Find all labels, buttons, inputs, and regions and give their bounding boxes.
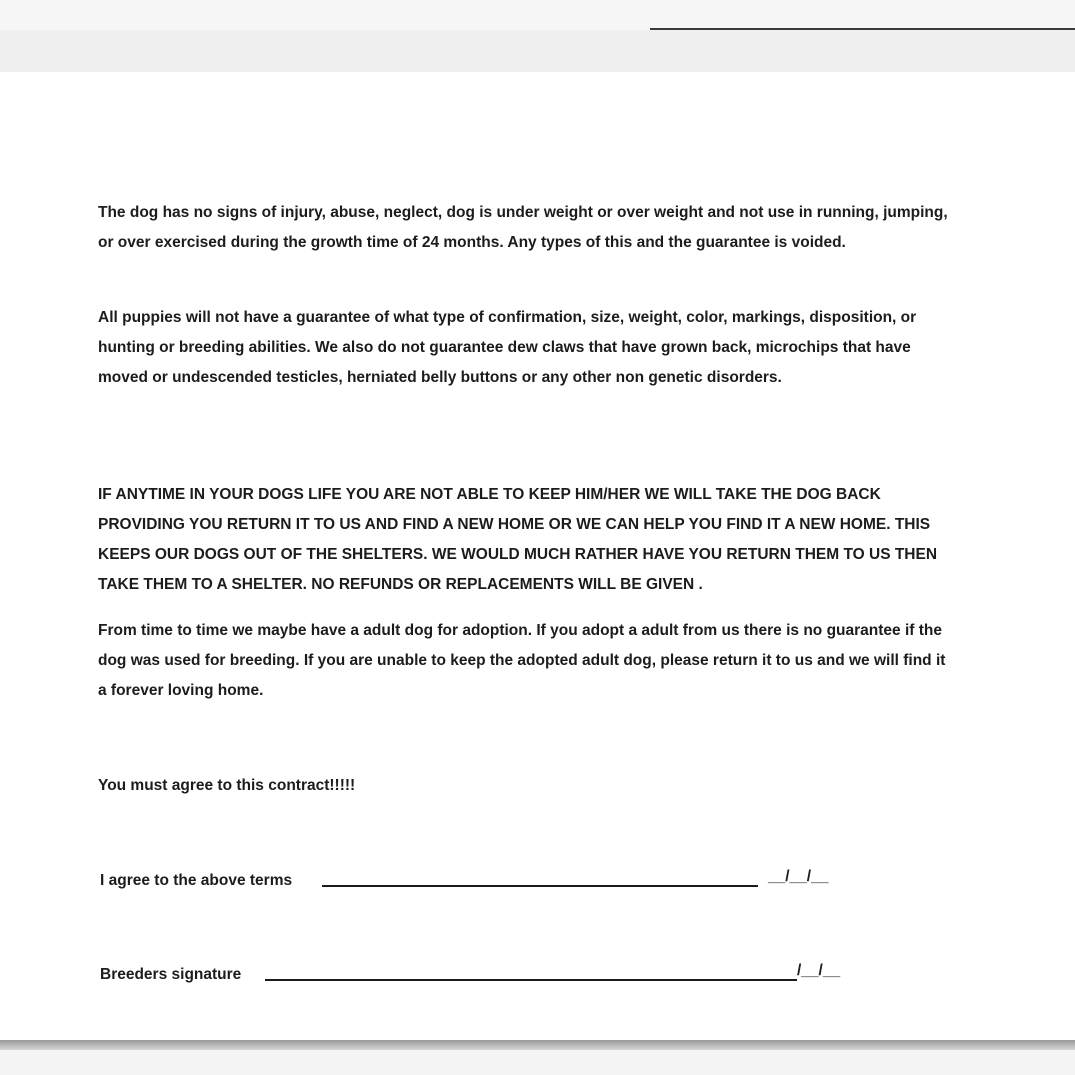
paragraph-no-guarantee: All puppies will not have a guarantee of what type of confirmation, size, weight, color, markings, disposition, or hunting or breeding abilities. We also do not guarantee dew claws that have grown back, microchips that have moved or undescended testicles, herniated belly buttons or any other non genetic disorders.: [98, 309, 917, 386]
agree-terms-label: I agree to the above terms: [100, 872, 293, 889]
bottom-page-shadow: [0, 1040, 1075, 1050]
agree-notice: You must agree to this contract!!!!!: [98, 777, 356, 794]
page-gap: [0, 30, 1075, 72]
breeder-signature-label: Breeders signature: [100, 966, 242, 983]
paragraph-health-guarantee: The dog has no signs of injury, abuse, neglect, dog is under weight or over weight and not use in running, jumping, or over exercised during the growth time of 24 months. Any types of this and the guarantee is voided.: [98, 204, 948, 251]
agree-signature-line[interactable]: [322, 885, 758, 887]
agree-date-blank[interactable]: __/__/__: [768, 868, 829, 885]
top-background-strip: [0, 0, 1075, 30]
paragraph-return-policy: IF ANYTIME IN YOUR DOGS LIFE YOU ARE NOT ABLE TO KEEP HIM/HER WE WILL TAKE THE DOG BACK PROVIDING YOU RETURN IT TO US AND FIND A NEW HOME OR WE CAN HELP YOU FIND IT A NEW HOME. THIS KEEPS OUR DOGS OUT OF THE SHELTERS. WE WOULD MUCH RATHER HAVE YOU RETURN THEM TO US THEN TAKE THEM TO A SHELTER. NO REFUNDS OR REPLACEMENTS WILL BE GIVEN .: [98, 486, 938, 593]
breeder-signature-line[interactable]: [265, 979, 797, 981]
paragraph-adult-adoption: From time to time we maybe have a adult dog for adoption. If you adopt a adult from us there is no guarantee if the dog was used for breeding. If you are unable to keep the adopted adult dog, please return it to us and we will find it a forever loving home.: [98, 622, 946, 699]
breeder-date-blank[interactable]: /__/__: [797, 962, 841, 979]
bottom-background-strip: [0, 1050, 1075, 1075]
